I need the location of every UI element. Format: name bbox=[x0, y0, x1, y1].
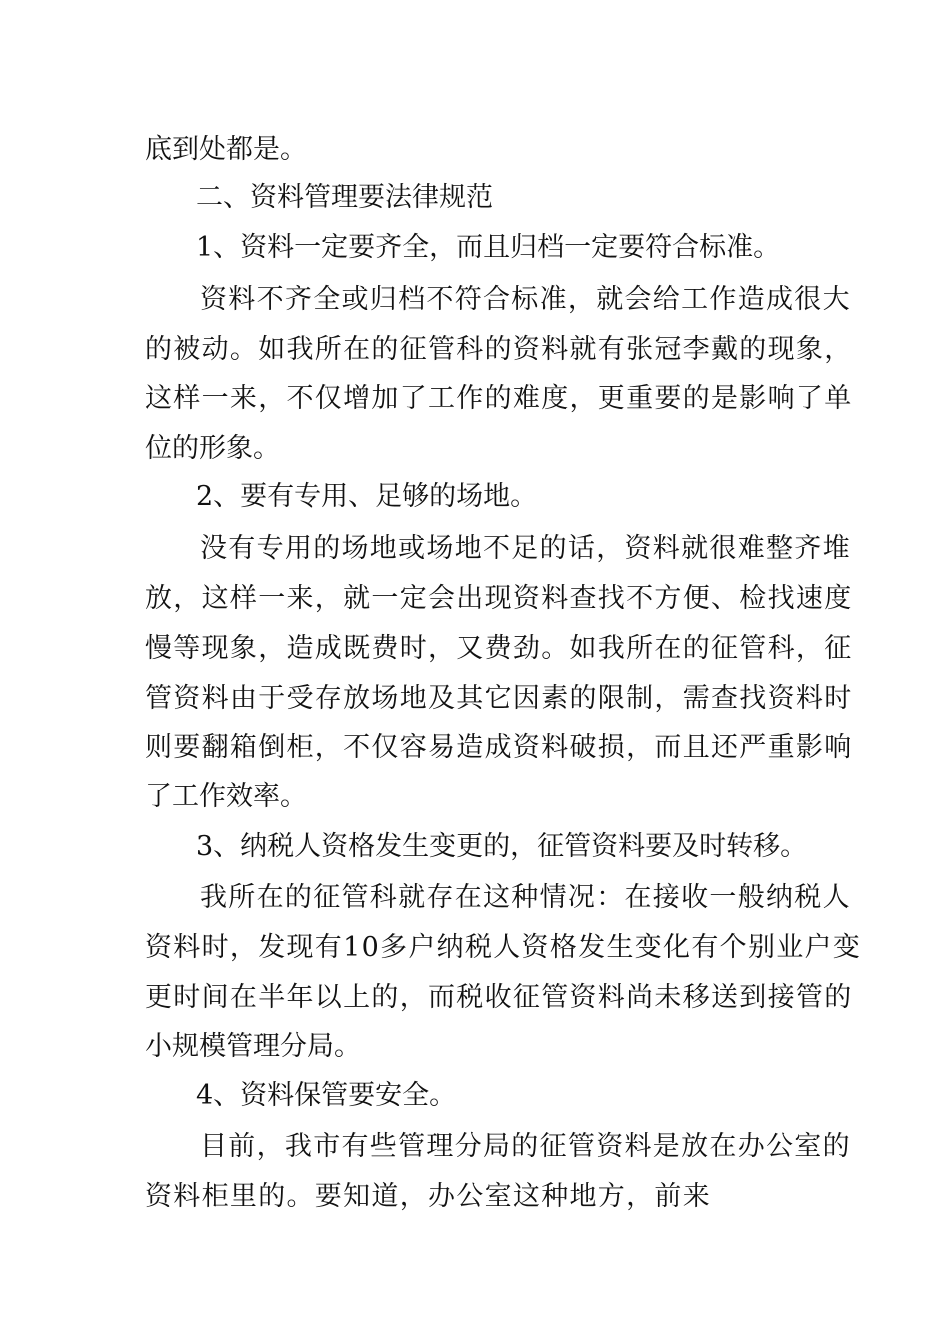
paragraph-line: 了工作效率。 bbox=[145, 781, 307, 812]
paragraph-line: 则要翻箱倒柜，不仅容易造成资料破损，而且还严重影响 bbox=[145, 732, 853, 763]
paragraph-line: 资料不齐全或归档不符合标准，就会给工作造成很大 bbox=[200, 284, 851, 315]
subheading-3: 3、纳税人资格发生变更的，征管资料要及时转移。 bbox=[196, 831, 808, 862]
paragraph-line: 慢等现象，造成既费时，又费劲。如我所在的征管科，征 bbox=[145, 633, 853, 664]
paragraph-line: 目前，我市有些管理分局的征管资料是放在办公室的 bbox=[200, 1131, 851, 1162]
subheading-4: 4、资料保管要安全。 bbox=[196, 1080, 457, 1111]
paragraph-line: 我所在的征管科就存在这种情况：在接收一般纳税人 bbox=[200, 882, 851, 913]
paragraph-line: 位的形象。 bbox=[145, 433, 280, 464]
paragraph-line: 没有专用的场地或场地不足的话，资料就很难整齐堆 bbox=[200, 533, 851, 564]
paragraph-line: 放，这样一来，就一定会出现资料查找不方便、检找速度 bbox=[145, 583, 853, 614]
paragraph-line: 小规模管理分局。 bbox=[145, 1031, 361, 1062]
paragraph-line: 这样一来，不仅增加了工作的难度，更重要的是影响了单 bbox=[145, 383, 853, 414]
section-heading: 二、资料管理要法律规范 bbox=[196, 182, 493, 213]
paragraph-line: 管资料由于受存放场地及其它因素的限制，需查找资料时 bbox=[145, 683, 853, 714]
paragraph-line: 资料时，发现有10多户纳税人资格发生变化有个别业户变 bbox=[145, 932, 862, 963]
paragraph-line: 更时间在半年以上的，而税收征管资料尚未移送到接管的 bbox=[145, 982, 853, 1013]
paragraph-line: 资料柜里的。要知道，办公室这种地方，前来 bbox=[145, 1181, 711, 1212]
subheading-2: 2、要有专用、足够的场地。 bbox=[196, 481, 538, 512]
paragraph-line: 的被动。如我所在的征管科的资料就有张冠李戴的现象， bbox=[145, 334, 853, 365]
paragraph-continuation: 底到处都是。 bbox=[145, 134, 307, 165]
subheading-1: 1、资料一定要齐全，而且归档一定要符合标准。 bbox=[196, 232, 781, 263]
